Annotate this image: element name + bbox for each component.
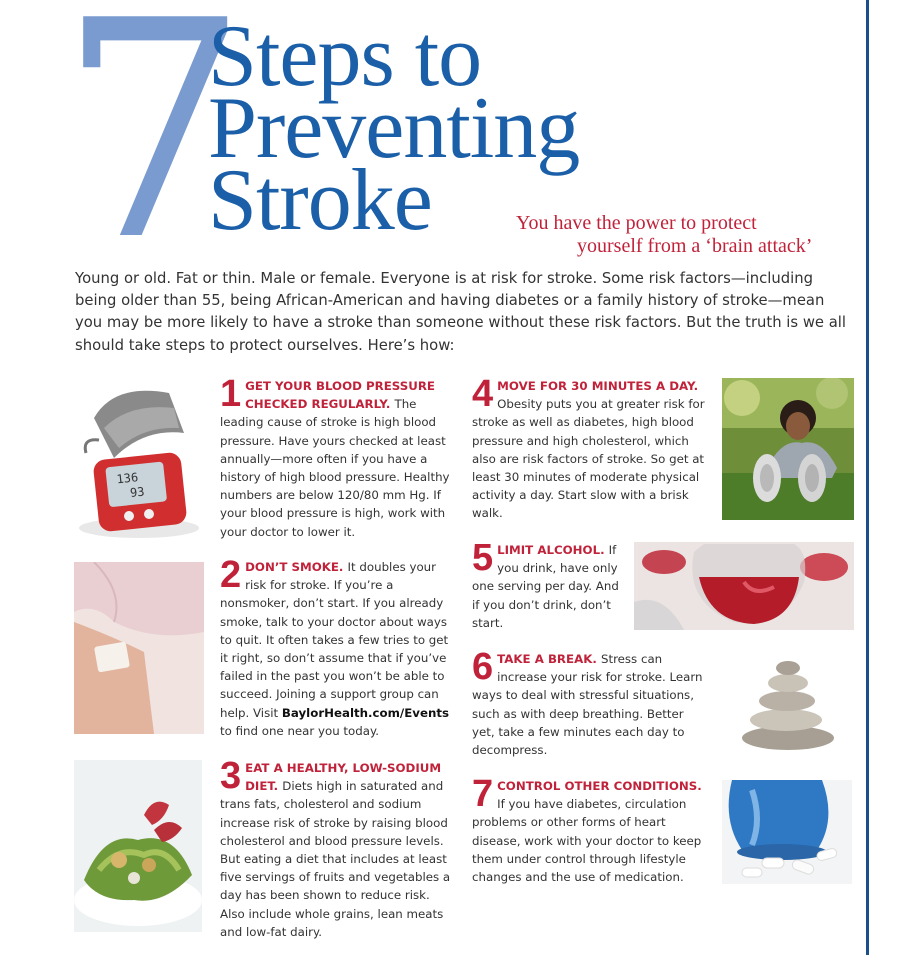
step-number: 5: [472, 537, 494, 579]
step-number: 6: [472, 646, 494, 688]
step-number: 3: [220, 755, 242, 797]
title-line-3: Stroke: [208, 152, 432, 249]
step-body: Stress can increase your risk for stroke. Learn ways to deal with stressful situations, such as with deep breathing. Better yet, take a few minutes each day to decompress.: [472, 652, 703, 758]
step-heading: DON’T SMOKE.: [245, 560, 348, 574]
step-7: [472, 773, 712, 886]
step-body: If you drink, have only one serving per day. And if you don’t drink, don’t start.: [472, 543, 619, 630]
step-number: 7: [472, 773, 494, 815]
tagline-line-2: yourself from a ‘brain attack’: [577, 235, 813, 257]
step-4: [472, 373, 706, 523]
systolic-readout: 136: [115, 470, 139, 487]
step-number: 1: [220, 373, 242, 415]
step-heading: CONTROL OTHER CONDITIONS.: [497, 779, 702, 793]
page-edge-rule: [866, 0, 869, 955]
step-body: If you have diabetes, circulation problems or other forms of heart disease, work with your doctor to keep them under control through lifestyle changes and the use of medication.: [472, 797, 702, 885]
intro-paragraph: Young or old. Fat or thin. Male or female. Everyone is at risk for stroke. Some risk factors—including being older than 55, being African-American and having diabetes or a family history of stroke—mean you may be more likely to have a stroke than someone without these risk factors. But the truth is we all should take steps to protect ourselves. Here’s how:: [75, 270, 847, 354]
step-body: It doubles your risk for stroke. If you’re a nonsmoker, don’t start. If you already smoke, talk to your doctor about ways to quit. It often takes a few tries to get it right, so don’t assume that if you’ve failed in the past you won’t be able to succeed. Joining a support group can help. Visit: [220, 560, 449, 720]
woman-stretching-photo: [722, 378, 854, 520]
step-number: 2: [220, 554, 242, 596]
step-heading: LIMIT ALCOHOL.: [497, 543, 609, 557]
step-heading: EAT A HEALTHY, LOW-SODIUM DIET.: [245, 761, 442, 794]
step-body: Obesity puts you at greater risk for stroke as well as diabetes, high blood pressure and high cholesterol, which also are risk factors of stroke. So get at least 30 minutes of moderate physical activity a day. Start slow with a brisk walk.: [472, 397, 705, 521]
pill-bottle-photo: [722, 780, 852, 884]
title-number-seven: 7: [58, 0, 249, 306]
step-5: [472, 537, 624, 632]
step-heading: MOVE FOR 30 MINUTES A DAY.: [497, 379, 699, 393]
step-body: The leading cause of stroke is high blood pressure. Have yours checked at least annually—more often if you have a history of high blood pressure. Healthy numbers are below 120/80 mm Hg. If your blood pressure is high, work with your doctor to lower it.: [220, 397, 450, 539]
step-body-end: to find one near you today.: [220, 723, 380, 738]
title-line-1: Steps to: [208, 8, 482, 105]
step-1: [220, 373, 450, 541]
step-6: [472, 646, 706, 759]
diastolic-readout: 93: [129, 484, 146, 501]
blood-pressure-monitor-photo: [74, 378, 204, 543]
step-heading: TAKE A BREAK.: [497, 652, 601, 666]
step-number: 4: [472, 373, 494, 415]
title-line-2: Preventing: [208, 80, 580, 177]
step-2: [220, 554, 456, 740]
red-wine-glass-photo: [634, 542, 854, 630]
step-body: Diets high in saturated and trans fats, cholesterol and sodium increase risk of stroke by raising blood cholesterol and blood pressure levels. But eating a diet that includes at least five servings of fruits and vegetables a day has been shown to reduce risk. Also include whole grains, lean meats and low-fat dairy.: [220, 779, 451, 939]
step-3: [220, 755, 452, 941]
tagline-line-1: You have the power to protect: [516, 212, 757, 234]
events-link[interactable]: BaylorHealth.com/Events: [281, 705, 450, 720]
stacked-stones-photo: [722, 652, 852, 752]
nicotine-patch-arm-photo: [74, 562, 204, 734]
healthy-salad-photo: [74, 760, 202, 932]
step-heading: GET YOUR BLOOD PRESSURE CHECKED REGULARLY.: [245, 379, 435, 412]
